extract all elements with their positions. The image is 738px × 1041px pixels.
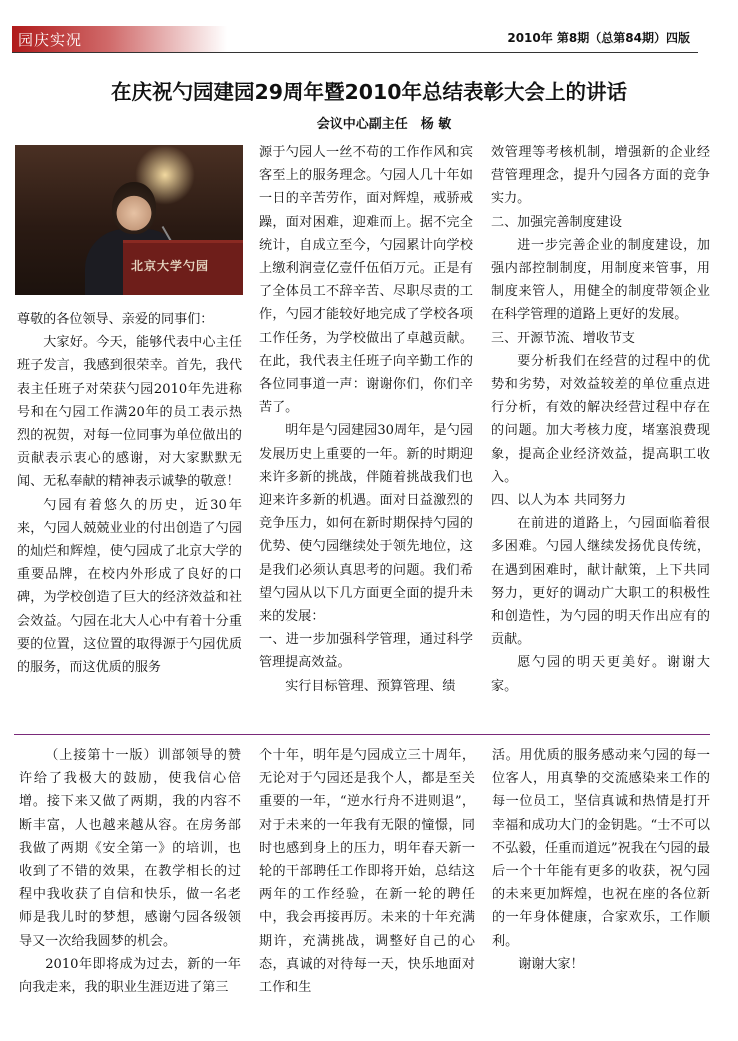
paragraph: 2010年即将成为过去，新的一年向我走来，我的职业生涯迈进了第三 (19, 956, 241, 996)
paragraph: 效管理等考核机制，增强新的企业经营管理理念，提升勺园各方面的竞争实力。 (491, 145, 710, 207)
continued-column-3 (492, 744, 710, 976)
podium-sign: 北京大学勺园 (131, 259, 210, 273)
section-label: 园庆实况 (18, 31, 83, 49)
article-column-3 (491, 141, 710, 698)
podium (123, 240, 243, 295)
article-column-1 (17, 308, 242, 679)
section-heading: 二、加强完善制度建设 (491, 214, 622, 230)
section-heading: 三、开源节流、增收节支 (491, 330, 636, 346)
section-heading: 一、进一步加强科学管理，通过科学管理提高效益。 (259, 632, 473, 671)
section-tab (12, 26, 227, 52)
paragraph: 明年是勺园建园30周年，是勺园发展历史上重要的一年。新的时期迎来许多新的挑战，伴随着挑战我们也迎来许多新的机遇。面对日益激烈的竞争压力，如何在新时期保持勺园的优势、使勺园继续处于领先地位，这是我们必须认真思考的问题。我们希望勺园从以下几方面更全面的提升未来的发展： (259, 423, 473, 625)
article-title: 在庆祝勺园建园29周年暨2010年总结表彰大会上的讲话 (110, 80, 628, 104)
header-rule (12, 52, 698, 53)
paragraph: 源于勺园人一丝不苟的工作作风和宾客至上的服务理念。勺园人几十年如一日的辛苦劳作，面对辉煌，戒骄戒躁，面对困难，迎难而上。据不完全统计，自成立至今，勺园累计向学校上缴利润壹亿壹仟伍佰万元。正是有了全体员工不辞辛苦、尽职尽责的工作，勺园才能较好地完成了学校各项工作任务，为学校做出了卓越贡献。在此，我代表主任班子向辛勤工作的各位同事道一声：谢谢你们，你们辛苦了。 (259, 145, 473, 416)
section-heading: 四、以人为本 共同努力 (491, 493, 627, 509)
paragraph: 进一步完善企业的制度建设，加强内部控制制度，用制度来管事，用制度来管人，用健全的制度带领企业在科学管理的道路上更好的发展。 (491, 237, 710, 323)
paragraph: 要分析我们在经营的过程中的优势和劣势，对效益较差的单位重点进行分析，有效的解决经营过程中存在的问题。加大考核力度，堵塞浪费现象，提高企业经济效益，提高职工收入。 (491, 353, 710, 485)
continued-column-1 (19, 744, 241, 999)
paragraph: 个十年，明年是勺园成立三十周年，无论对于勺园还是我个人，都是至关重要的一年，“逆水行舟不进则退”，对于未来的一年我有无限的憧憬，同时也感到身上的压力，明年春天新一轮的干部聘任工作即将开始，总结这两年的工作经验，在新一轮的聘任中，我会再接再厉。未来的十年充满期许，充满挑战，调整好自己的心态，真诚的对待每一天，快乐地面对工作和生 (259, 748, 475, 996)
paragraph: 活。用优质的服务感动来勺园的每一位客人，用真挚的交流感染来工作的每一位员工，坚信真诚和热情是打开幸福和成功大门的金钥匙。“士不可以不弘毅，任重而道远”祝我在勺园的最后一个十年能有更多的收获，祝勺园的未来更加辉煌，也祝在座的各位新的一年身体健康，合家欢乐，工作顺利。 (492, 748, 710, 949)
paragraph: 大家好。今天，能够代表中心主任班子发言，我感到很荣幸。首先，我代表主任班子对荣获勺园2010年先进称号和在勺园工作满20年的员工表示热烈的祝贺，对每一位同事为单位做出的贡献表示衷心的感谢，对大家默默无闻、无私奉献的精神表示诚挚的敬意！ (17, 335, 242, 490)
speaker-head (112, 182, 156, 234)
closing-line: 谢谢大家！ (518, 956, 584, 972)
paragraph: 实行目标管理、预算管理、绩 (285, 678, 456, 694)
section-divider (14, 734, 710, 735)
salutation: 尊敬的各位领导、亲爱的同事们： (17, 312, 214, 327)
speaker-photo (15, 145, 243, 295)
closing-line: 愿勺园的明天更美好。谢谢大家。 (491, 655, 710, 694)
issue-info: 2010年 第8期（总第84期）四版 (507, 31, 690, 45)
paragraph: （上接第十一版）训部领导的赞许给了我极大的鼓励，使我信心倍增。接下来又做了两期，我的内容不断丰富，人也越来越从容。在房务部我做了两期《安全第一》的培训，也收到了不错的效果，在教学相长的过程中我收获了自信和快乐，做一名老师是我儿时的梦想，感谢勺园各级领导又一次给我圆梦的机会。 (19, 748, 241, 949)
continued-column-2 (259, 744, 475, 999)
paragraph: 在前进的道路上，勺园面临着很多困难。勺园人继续发扬优良传统，在遇到困难时，献计献策，上下共同努力，更好的调动广大职工的积极性和创造性，为勺园的明天作出应有的贡献。 (491, 516, 710, 648)
article-column-2 (259, 141, 473, 698)
article-author: 会议中心副主任 杨 敏 (316, 117, 452, 132)
paragraph: 勺园有着悠久的历史，近30年来，勺园人兢兢业业的付出创造了勺园的灿烂和辉煌，使勺园成了北京大学的重要品牌，在校内外形成了良好的口碑，为学校创造了巨大的经济效益和社会效益。勺园在北大人心中有着十分重要的位置，这位置的取得源于勺园优质的服务，而这优质的服务 (17, 497, 242, 676)
